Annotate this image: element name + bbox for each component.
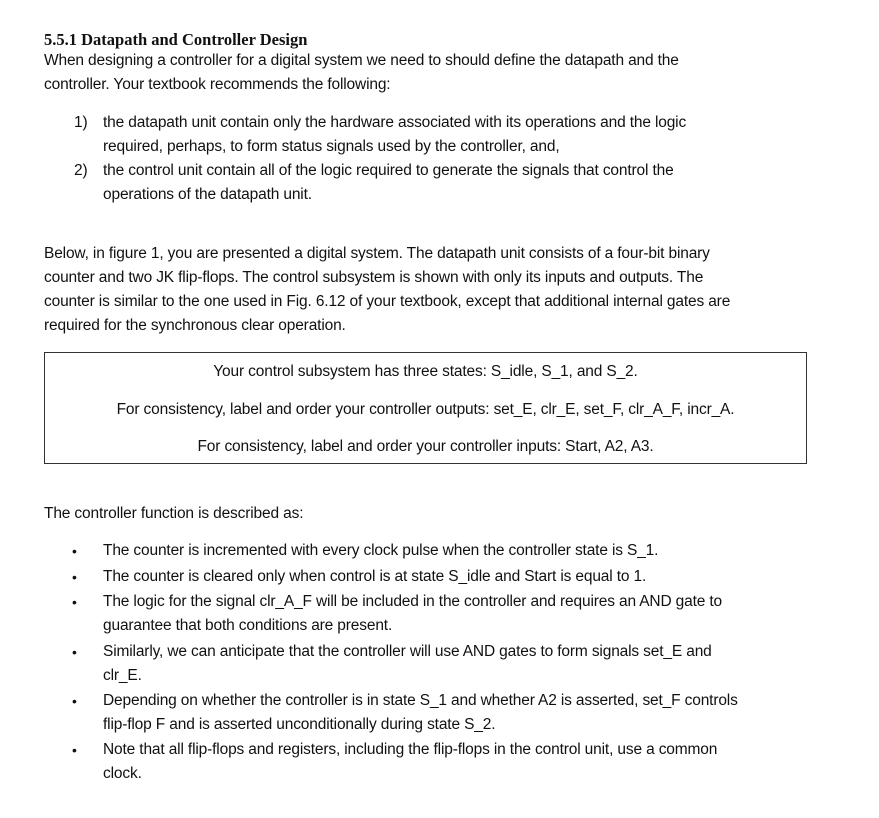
bullet-line: The counter is incremented with every clock pulse when the controller state is S_1.	[103, 542, 659, 559]
bullet-icon: •	[72, 742, 77, 758]
paragraph-line: counter is similar to the one used in Fig. 6.12 of your textbook, except that additional internal gates are	[44, 293, 731, 310]
bullet-icon: •	[72, 543, 77, 559]
bullet-icon: •	[72, 569, 77, 585]
requirements-box	[44, 352, 807, 464]
bullet-line: guarantee that both conditions are present.	[103, 617, 393, 634]
box-line-inputs: For consistency, label and order your controller inputs: Start, A2, A3.	[197, 438, 654, 455]
bullet-icon: •	[72, 644, 77, 660]
list-number: 2)	[74, 162, 88, 179]
bullet-line: flip-flop F and is asserted unconditionally during state S_2.	[103, 716, 496, 733]
box-line-states: Your control subsystem has three states: S_idle, S_1, and S_2.	[213, 363, 638, 380]
list-item-line: required, perhaps, to form status signals used by the controller, and,	[103, 138, 560, 155]
box-line-outputs: For consistency, label and order your controller outputs: set_E, clr_E, set_F, clr_A_F, incr_A.	[116, 401, 735, 418]
bullet-line: Note that all flip-flops and registers, including the flip-flops in the control unit, use a common	[103, 741, 718, 758]
bullet-icon: •	[72, 693, 77, 709]
bullet-line: Depending on whether the controller is in state S_1 and whether A2 is asserted, set_F controls	[103, 692, 738, 709]
section-heading: 5.5.1 Datapath and Controller Design	[44, 30, 308, 49]
intro-line: controller. Your textbook recommends the following:	[44, 76, 391, 93]
bullet-line: clr_E.	[103, 667, 142, 684]
paragraph-line: required for the synchronous clear operation.	[44, 317, 346, 334]
list-item-line: the datapath unit contain only the hardware associated with its operations and the logic	[103, 114, 687, 131]
bullet-line: clock.	[103, 765, 142, 782]
list-item-line: operations of the datapath unit.	[103, 186, 312, 203]
intro-line: When designing a controller for a digital system we need to should define the datapath and the	[44, 52, 679, 69]
list-number: 1)	[74, 114, 88, 131]
paragraph-line: counter and two JK flip-flops. The control subsystem is shown with only its inputs and outputs. The	[44, 269, 704, 286]
paragraph-line: Below, in figure 1, you are presented a digital system. The datapath unit consists of a four-bit binary	[44, 245, 710, 262]
list-item-line: the control unit contain all of the logic required to generate the signals that control the	[103, 162, 674, 179]
bullet-line: The counter is cleared only when control is at state S_idle and Start is equal to 1.	[103, 568, 647, 585]
bullet-line: The logic for the signal clr_A_F will be included in the controller and requires an AND gate to	[103, 593, 723, 610]
bullet-line: Similarly, we can anticipate that the controller will use AND gates to form signals set_E and	[103, 643, 712, 660]
function-intro: The controller function is described as:	[44, 505, 304, 522]
bullet-icon: •	[72, 594, 77, 610]
